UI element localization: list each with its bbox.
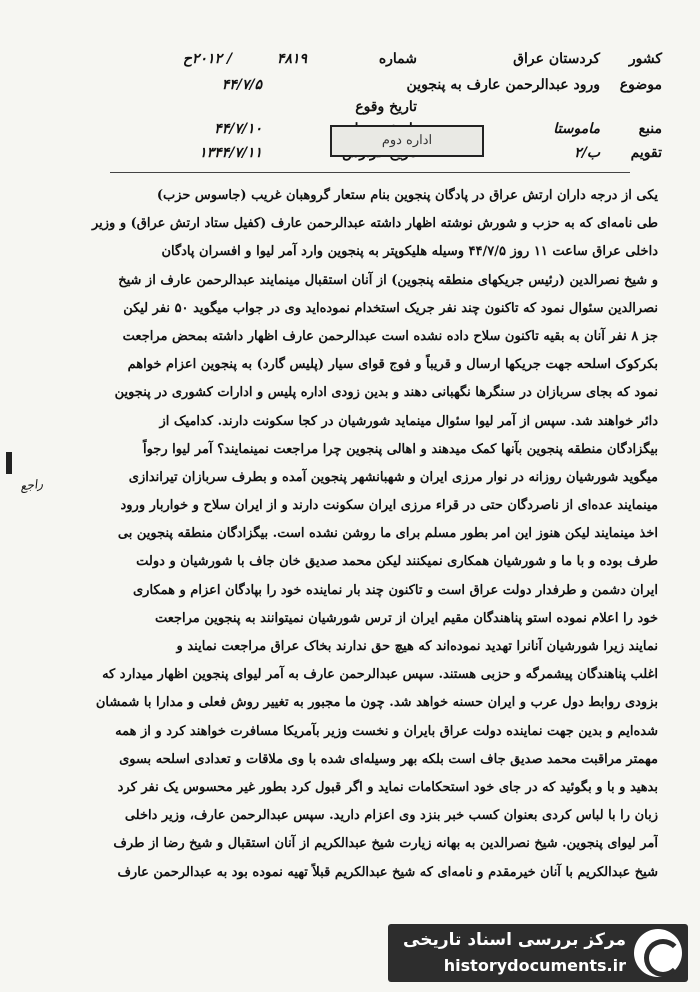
number-value: ۴۸۱۹ bbox=[276, 51, 307, 67]
number-extra: / ۲۰۱۲ح bbox=[182, 51, 232, 67]
body-line: جز ۸ نفر آنان به بقیه تاکنون سلاح داده نشده است عبدالرحمن عارف اظهار داشته بمحض مراجعت bbox=[122, 328, 658, 344]
receipt-date-value: ۴۴/۷/۱۰ bbox=[214, 121, 262, 137]
body-line: آمر لیوای پنجوین. شیخ نصرالدین به بهانه زیارت شیخ عبدالکریم از آنان استقبال و شیخ رضا از طرف bbox=[113, 836, 658, 852]
body-line: شیخ عبدالکریم با آنان خیرمقدم و نامه‌ای که شیخ عبدالکریم قبلاً تهیه نموده بود به عبدالرحمن عارف bbox=[117, 864, 658, 880]
report-date-value: ۱۳۴۴/۷/۱۱ bbox=[199, 145, 262, 161]
subject-value: ورود عبدالرحمن عارف به پنجوین bbox=[406, 77, 600, 93]
logo-url: historydocuments.ir bbox=[443, 956, 626, 975]
source-value: ماموستا bbox=[553, 121, 600, 137]
body-line: داخلی عراق ساعت ۱۱ روز ۴۴/۷/۵ وسیله هلیکوپتر به پنجوین وارد آمر لیوا و افسران پادگان bbox=[161, 244, 658, 260]
header-row-subject bbox=[120, 74, 662, 96]
body-line: نمایند زیرا شورشیان آنانرا تهدید نموده‌اند که هیچ حق ندارند بخاک عراق مراجعت نمایند و bbox=[176, 639, 658, 654]
margin-mark bbox=[6, 452, 12, 474]
header-row-event-date bbox=[120, 96, 662, 118]
body-line: ایران دشمن و طرفدار دولت عراق است و تاکنون چند بار نماینده خود را بپادگان اعزام و همکاری bbox=[132, 582, 658, 598]
body-line: طرف بوده و با ما و شورشیان همکاری نمیکنند لیکن محمد صدیق خان جاف با شورشیان و دولت bbox=[136, 554, 658, 570]
body-line: بدهید و با و بگوئید که در جای خود استحکامات نماید و اگر قبول کرد بطور غیر محسوس یک نفر کرد bbox=[117, 779, 658, 795]
body-line: نمود که بجای سربازان در سنگرها نگهبانی دهند و بدین زودی اداره پلیس و ادارات کشوری در پنجوین bbox=[114, 385, 658, 401]
header-row-country bbox=[120, 48, 662, 70]
rating-value: ب/۲ bbox=[574, 145, 600, 161]
body-line: مهمتر مراقبت محمد صدیق جاف است بلکه بهر وسیله‌ای شده با وی ملاقات و تعدادی اسلحه بسوی bbox=[119, 751, 658, 767]
body-line: اخذ مینمایند لیکن هنوز این امر بطور مسلم برای ما روشن نشده است. بیگزادگان منطقه پنجوین بی bbox=[117, 526, 658, 542]
body-line: بیگزادگان منطقه پنجوین بآنها کمک میدهند و اهالی پنجوین چرا مراجعت نمینمایند؟ آمر لیوا رجواً bbox=[142, 441, 658, 457]
header-divider bbox=[110, 172, 630, 173]
body-line: نصرالدین سئوال نمود که تاکنون چند نفر جریک استخدام نموده‌اید وی در جواب میگوید ۵۰ نفر لیکن bbox=[123, 300, 658, 316]
report-body bbox=[42, 182, 658, 887]
body-line: خود را اعلام نموده استو پناهندگان مقیم ایران از ترس شورشیان نمیتوانند به پنجوین مراجعت bbox=[154, 610, 658, 626]
rating-label: تقویم bbox=[630, 145, 662, 161]
body-line: دائر خواهند شد. سپس از آمر لیوا سئوال مینماید شورشیان در کجا سکونت دارند. کدامیک از bbox=[159, 413, 658, 429]
body-line: بزودی روابط دول عرب و ایران حسنه خواهد شد. چون ما مجبور به تغییر روش فعلی و مدارا با شمشان bbox=[95, 695, 658, 711]
body-line: اغلب پناهندگان پیشمرگه و حزبی هستند. سپس عبدالرحمن عارف به آمر لیوای پنجوین اظهار میدارد که bbox=[102, 667, 658, 683]
archive-emblem-icon bbox=[634, 929, 682, 977]
body-line: و شیخ نصرالدین (رئیس جریکهای منطقه پنجوین) از آنان استقبال مینمایند عبدالرحمن عارف از شیخ bbox=[118, 272, 658, 288]
body-line: یکی از درجه داران ارتش عراق در پادگان پنجوین بنام ستعار گروهبان غریب (جاسوس حزب) bbox=[156, 188, 658, 203]
body-line: شده‌ایم و بدین جهت نماینده دولت عراق بایران و نخست وزیر بآمریکا مسافرت خواهند کرد و از همه bbox=[115, 723, 658, 739]
body-line: مینمایند عده‌ای از ناصردگان حتی در قراء مرزی ایران سکونت دارند و از ایران سلاح و خواربار ورود bbox=[120, 498, 658, 514]
archive-logo bbox=[388, 924, 688, 982]
event-date-value: ۴۴/۷/۵ bbox=[221, 77, 262, 93]
number-label: شماره bbox=[378, 51, 417, 67]
country-label: کشور bbox=[628, 51, 662, 67]
body-line: میگوید شورشیان روزانه در نوار مرزی ایران و شهبانشهر پنجوین آمده و بطرف سربازان تیراندازی bbox=[128, 469, 658, 485]
margin-note: راجع bbox=[19, 476, 44, 494]
logo-title: مرکز بررسی اسناد تاریخی bbox=[403, 930, 626, 950]
body-line: زبان را با لباس کردی بعنوان کسب خبر بنزد وی اعزام دارید. سپس عبدالرحمن عارف، وزیر داخلی bbox=[124, 808, 658, 824]
event-date-label: تاریخ وقوع bbox=[355, 99, 417, 115]
body-line: طی نامه‌ای که به حزب و شورش نوشته اظهار داشته عبدالرحمن عارف (کفیل ستاد ارتش عراق) و وزیر bbox=[91, 216, 658, 232]
country-value: کردستان عراق bbox=[513, 51, 600, 67]
body-line: بکرکوک اسلحه جهت جریکها ارسال و قریباً و فوج قوای سیار (پلیس گارد) به پنجوین اعزام خواهم bbox=[127, 357, 658, 373]
source-label: منبع bbox=[638, 121, 662, 137]
subject-label: موضوع bbox=[619, 77, 662, 93]
stamp-box: اداره دوم bbox=[330, 125, 484, 157]
